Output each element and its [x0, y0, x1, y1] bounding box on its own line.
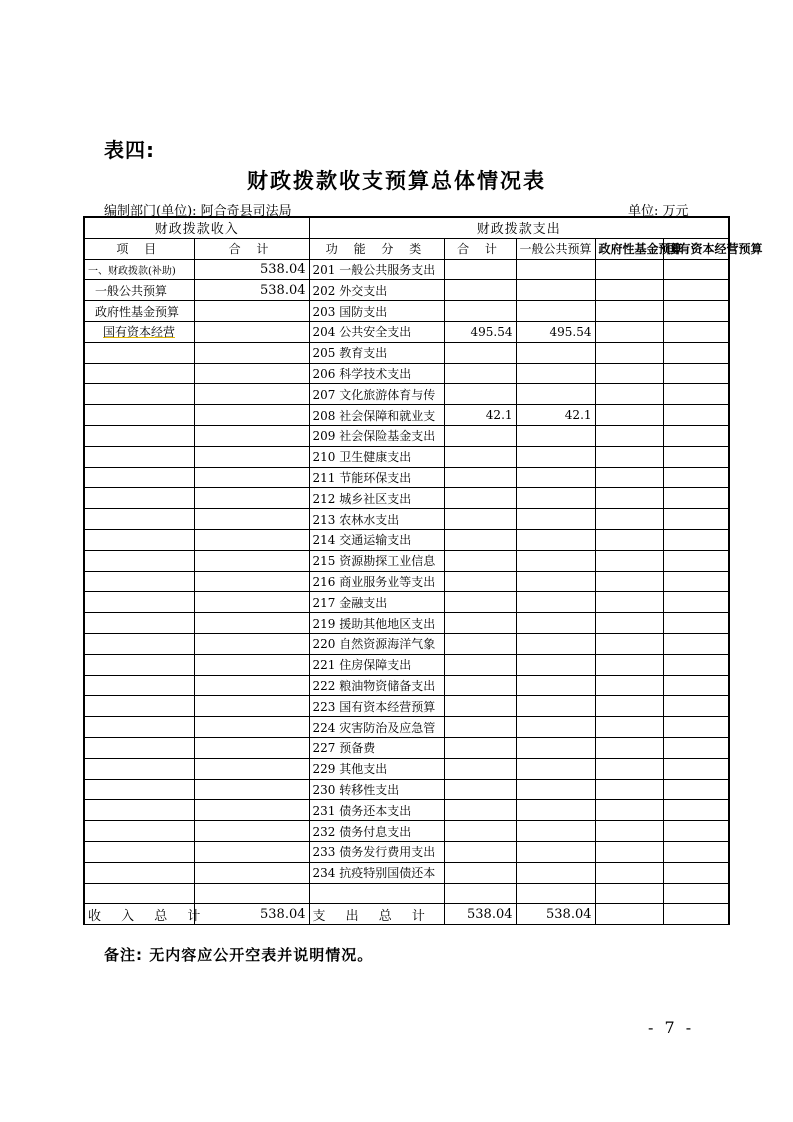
gov-fund-cell: [595, 550, 663, 571]
gov-fund-cell: [595, 301, 663, 322]
expense-total-cell: [444, 675, 516, 696]
state-capital-cell: [663, 405, 729, 426]
state-capital-cell: [663, 862, 729, 883]
expense-section-header: 财政拨款支出: [309, 217, 729, 238]
expense-total-cell: [444, 717, 516, 738]
general-budget-cell: [516, 571, 595, 592]
col-header-general-budget: 一般公共预算: [516, 238, 595, 259]
function-cell: 208 社会保障和就业支: [309, 405, 444, 426]
general-budget-cell: [516, 425, 595, 446]
table-row: [84, 550, 729, 571]
gov-fund-cell: [595, 779, 663, 800]
function-cell: 224 灾害防治及应急管: [309, 717, 444, 738]
income-total-cell: 538.04: [194, 280, 309, 301]
expense-total-cell: 42.1: [444, 405, 516, 426]
general-budget-cell: [516, 509, 595, 530]
general-budget-cell: 42.1: [516, 405, 595, 426]
expense-total-cell: [444, 467, 516, 488]
function-cell: 203 国防支出: [309, 301, 444, 322]
table-row: [84, 467, 729, 488]
state-capital-cell: [663, 737, 729, 758]
section-header-row: [84, 217, 729, 238]
general-budget-cell: [516, 800, 595, 821]
gov-fund-cell: [595, 883, 663, 904]
state-capital-cell: [663, 509, 729, 530]
income-item-cell: [84, 550, 194, 571]
state-capital-cell: [663, 529, 729, 550]
income-total-cell: [194, 488, 309, 509]
income-total-cell: [194, 384, 309, 405]
function-cell: 205 教育支出: [309, 342, 444, 363]
function-cell: 215 资源勘探工业信息: [309, 550, 444, 571]
expense-total-cell: [444, 550, 516, 571]
table-row: [84, 821, 729, 842]
income-total-cell: [194, 342, 309, 363]
col-header-total: 合 计: [194, 238, 309, 259]
table-row: [84, 779, 729, 800]
expense-total-cell: [444, 862, 516, 883]
general-budget-cell: [516, 654, 595, 675]
function-cell: 223 国有资本经营预算: [309, 696, 444, 717]
gov-fund-cell: [595, 509, 663, 530]
income-item-cell: [84, 342, 194, 363]
table-row: [84, 654, 729, 675]
state-capital-cell: [663, 758, 729, 779]
function-cell: 234 抗疫特别国债还本: [309, 862, 444, 883]
gov-fund-cell: [595, 821, 663, 842]
gov-fund-cell: [595, 571, 663, 592]
gov-fund-cell: [595, 363, 663, 384]
gov-fund-cell: [595, 717, 663, 738]
income-item-cell: [84, 633, 194, 654]
table-row: [84, 384, 729, 405]
function-cell: 231 债务还本支出: [309, 800, 444, 821]
income-total-cell: [194, 321, 309, 342]
general-budget-cell: [516, 737, 595, 758]
table-row: [84, 342, 729, 363]
income-item-cell: [84, 467, 194, 488]
note: 备注: 无内容应公开空表并说明情况。: [104, 946, 374, 964]
income-item-cell: [84, 841, 194, 862]
table-row: [84, 758, 729, 779]
gov-fund-cell: [595, 696, 663, 717]
income-section-header: 财政拨款收入: [84, 217, 309, 238]
expense-total-cell: [444, 446, 516, 467]
income-total-cell: [194, 425, 309, 446]
state-capital-cell: [663, 654, 729, 675]
general-budget-cell: [516, 696, 595, 717]
income-total-cell: [194, 633, 309, 654]
gov-fund-cell: [595, 488, 663, 509]
gov-fund-cell: [595, 425, 663, 446]
income-item-cell: [84, 675, 194, 696]
expense-total-cell: [444, 488, 516, 509]
income-total-cell: [194, 613, 309, 634]
function-cell: 211 节能环保支出: [309, 467, 444, 488]
state-capital-cell: [663, 633, 729, 654]
general-budget-cell: [516, 758, 595, 779]
function-cell: 232 债务付息支出: [309, 821, 444, 842]
table-row: [84, 280, 729, 301]
income-total-cell: [194, 529, 309, 550]
income-item-cell: [84, 696, 194, 717]
function-cell: 212 城乡社区支出: [309, 488, 444, 509]
income-total-cell: [194, 301, 309, 322]
income-item-cell: [84, 529, 194, 550]
state-capital-cell: [663, 321, 729, 342]
col-header-exp-total: 合 计: [444, 238, 516, 259]
income-item-cell: 一、财政拨款(补助): [84, 259, 194, 280]
income-total-cell: [194, 717, 309, 738]
table-row: [84, 363, 729, 384]
page-number: - 7 -: [648, 1018, 695, 1037]
state-capital-cell: [663, 571, 729, 592]
expense-total-cell: [444, 613, 516, 634]
col-header-item: 项 目: [84, 238, 194, 259]
income-total-cell: [194, 592, 309, 613]
gov-fund-cell: [595, 841, 663, 862]
income-item-cell: [84, 613, 194, 634]
gov-fund-cell: [595, 654, 663, 675]
income-total-cell: [194, 779, 309, 800]
table-row: [84, 696, 729, 717]
income-total-cell: [194, 467, 309, 488]
function-cell: 204 公共安全支出: [309, 321, 444, 342]
gov-fund-cell: [595, 862, 663, 883]
state-capital-cell: [663, 550, 729, 571]
state-capital-cell: [663, 592, 729, 613]
table-row: [84, 613, 729, 634]
expense-total-cell: [444, 363, 516, 384]
expense-total-cell: [444, 800, 516, 821]
expense-total-cell: [444, 571, 516, 592]
table-row: [84, 862, 729, 883]
table-row: [84, 883, 729, 904]
expense-total-cell: [444, 259, 516, 280]
general-budget-cell: [516, 488, 595, 509]
function-cell: [309, 883, 444, 904]
function-cell: 219 援助其他地区支出: [309, 613, 444, 634]
income-total-cell: [194, 654, 309, 675]
general-budget-cell: [516, 342, 595, 363]
state-capital-cell: [663, 467, 729, 488]
state-capital-cell: [663, 446, 729, 467]
capital-total-value: [663, 904, 729, 925]
general-total-value: 538.04: [516, 904, 595, 925]
general-budget-cell: [516, 883, 595, 904]
expense-total-cell: [444, 758, 516, 779]
income-item-cell: 一般公共预算: [84, 280, 194, 301]
state-capital-cell: [663, 675, 729, 696]
state-capital-cell: [663, 280, 729, 301]
state-capital-cell: [663, 301, 729, 322]
general-budget-cell: [516, 384, 595, 405]
document-title: 财政拨款收支预算总体情况表: [247, 169, 546, 193]
table-row: [84, 259, 729, 280]
table-row: [84, 800, 729, 821]
state-capital-cell: [663, 800, 729, 821]
income-item-cell: [84, 779, 194, 800]
gov-fund-cell: [595, 405, 663, 426]
income-total-cell: [194, 758, 309, 779]
gov-fund-cell: [595, 321, 663, 342]
expense-total-cell: 495.54: [444, 321, 516, 342]
income-item-cell: [84, 384, 194, 405]
general-budget-cell: [516, 529, 595, 550]
state-capital-cell: [663, 425, 729, 446]
function-cell: 213 农林水支出: [309, 509, 444, 530]
col-header-gov-fund: 政府性基金预算: [595, 238, 663, 259]
state-capital-cell: [663, 259, 729, 280]
gov-fund-cell: [595, 467, 663, 488]
table-row: [84, 425, 729, 446]
income-item-cell: [84, 405, 194, 426]
state-capital-cell: [663, 841, 729, 862]
general-budget-cell: 495.54: [516, 321, 595, 342]
expense-total-cell: [444, 821, 516, 842]
gov-fund-cell: [595, 613, 663, 634]
state-capital-cell: [663, 384, 729, 405]
expense-total-cell: [444, 529, 516, 550]
expense-total-label: 支 出 总 计: [309, 904, 444, 925]
income-total-label: 收 入 总 计: [84, 904, 194, 925]
income-total-cell: [194, 696, 309, 717]
income-item-cell: [84, 883, 194, 904]
column-header-row: [84, 238, 729, 259]
table-row: [84, 488, 729, 509]
general-budget-cell: [516, 550, 595, 571]
state-capital-cell: [663, 779, 729, 800]
state-capital-cell: [663, 696, 729, 717]
table-row: [84, 737, 729, 758]
general-budget-cell: [516, 259, 595, 280]
income-total-cell: [194, 821, 309, 842]
expense-total-cell: [444, 425, 516, 446]
general-budget-cell: [516, 592, 595, 613]
table-row: [84, 717, 729, 738]
state-capital-cell: [663, 717, 729, 738]
gov-fund-cell: [595, 633, 663, 654]
income-item-cell: [84, 488, 194, 509]
function-cell: 222 粮油物资储备支出: [309, 675, 444, 696]
table-row: [84, 633, 729, 654]
department-label: 编制部门(单位): 阿合奇县司法局: [104, 204, 292, 219]
general-budget-cell: [516, 633, 595, 654]
expense-total-cell: [444, 654, 516, 675]
function-cell: 209 社会保险基金支出: [309, 425, 444, 446]
income-total-cell: [194, 509, 309, 530]
expense-total-cell: [444, 737, 516, 758]
gov-fund-cell: [595, 280, 663, 301]
income-item-cell: [84, 821, 194, 842]
state-capital-cell: [663, 488, 729, 509]
general-budget-cell: [516, 862, 595, 883]
state-capital-cell: [663, 613, 729, 634]
state-capital-cell: [663, 883, 729, 904]
income-item-cell: [84, 363, 194, 384]
income-item-cell: [84, 571, 194, 592]
gov-fund-cell: [595, 737, 663, 758]
income-total-cell: [194, 675, 309, 696]
gov-fund-cell: [595, 342, 663, 363]
function-cell: 217 金融支出: [309, 592, 444, 613]
income-item-cell: 国有资本经营: [84, 321, 194, 342]
general-budget-cell: [516, 467, 595, 488]
state-capital-cell: [663, 363, 729, 384]
function-cell: 207 文化旅游体育与传: [309, 384, 444, 405]
col-header-function: 功 能 分 类: [309, 238, 444, 259]
general-budget-cell: [516, 841, 595, 862]
expense-total-cell: [444, 509, 516, 530]
state-capital-cell: [663, 342, 729, 363]
income-item-cell: [84, 862, 194, 883]
gov-fund-cell: [595, 259, 663, 280]
expense-total-cell: [444, 779, 516, 800]
general-budget-cell: [516, 446, 595, 467]
function-cell: 216 商业服务业等支出: [309, 571, 444, 592]
expense-total-cell: [444, 384, 516, 405]
income-item-cell: [84, 654, 194, 675]
expense-total-cell: [444, 280, 516, 301]
gov-fund-cell: [595, 758, 663, 779]
function-cell: 229 其他支出: [309, 758, 444, 779]
expense-total-cell: [444, 883, 516, 904]
gov-fund-cell: [595, 384, 663, 405]
function-cell: 202 外交支出: [309, 280, 444, 301]
table-row: [84, 571, 729, 592]
general-budget-cell: [516, 301, 595, 322]
income-item-cell: 政府性基金预算: [84, 301, 194, 322]
general-budget-cell: [516, 779, 595, 800]
income-total-value: 538.04: [194, 904, 309, 925]
expense-total-cell: [444, 633, 516, 654]
table-row: [84, 446, 729, 467]
income-total-cell: [194, 571, 309, 592]
function-cell: 201 一般公共服务支出: [309, 259, 444, 280]
table-row: [84, 405, 729, 426]
col-header-state-capital: 国有资本经营预算: [663, 238, 729, 259]
income-item-cell: [84, 509, 194, 530]
gov-fund-cell: [595, 675, 663, 696]
table-row: [84, 301, 729, 322]
table-row: [84, 841, 729, 862]
income-item-cell: [84, 425, 194, 446]
function-cell: 233 债务发行费用支出: [309, 841, 444, 862]
function-cell: 221 住房保障支出: [309, 654, 444, 675]
table-label: 表四:: [104, 138, 155, 162]
income-total-cell: [194, 405, 309, 426]
function-cell: 230 转移性支出: [309, 779, 444, 800]
income-total-cell: [194, 862, 309, 883]
income-total-cell: [194, 883, 309, 904]
expense-total-value: 538.04: [444, 904, 516, 925]
income-total-cell: [194, 550, 309, 571]
income-total-cell: 538.04: [194, 259, 309, 280]
general-budget-cell: [516, 675, 595, 696]
expense-total-cell: [444, 342, 516, 363]
budget-table: [83, 216, 763, 925]
totals-row: [84, 904, 729, 925]
table-row: [84, 321, 729, 342]
table-row: [84, 529, 729, 550]
function-cell: 227 预备费: [309, 737, 444, 758]
function-cell: 206 科学技术支出: [309, 363, 444, 384]
function-cell: 220 自然资源海洋气象: [309, 633, 444, 654]
expense-total-cell: [444, 841, 516, 862]
table-row: [84, 592, 729, 613]
income-total-cell: [194, 800, 309, 821]
gov-fund-cell: [595, 800, 663, 821]
income-item-cell: [84, 717, 194, 738]
income-item-cell: [84, 592, 194, 613]
state-capital-cell: [663, 821, 729, 842]
gov-fund-cell: [595, 446, 663, 467]
general-budget-cell: [516, 363, 595, 384]
general-budget-cell: [516, 717, 595, 738]
income-total-cell: [194, 737, 309, 758]
income-total-cell: [194, 363, 309, 384]
function-cell: 210 卫生健康支出: [309, 446, 444, 467]
general-budget-cell: [516, 821, 595, 842]
expense-total-cell: [444, 301, 516, 322]
table-row: [84, 675, 729, 696]
fund-total-value: [595, 904, 663, 925]
income-item-cell: [84, 800, 194, 821]
general-budget-cell: [516, 280, 595, 301]
income-total-cell: [194, 446, 309, 467]
unit-label: 单位: 万元: [628, 204, 689, 219]
gov-fund-cell: [595, 592, 663, 613]
gov-fund-cell: [595, 529, 663, 550]
expense-total-cell: [444, 592, 516, 613]
income-item-cell: [84, 737, 194, 758]
income-item-cell: [84, 446, 194, 467]
expense-total-cell: [444, 696, 516, 717]
function-cell: 214 交通运输支出: [309, 529, 444, 550]
general-budget-cell: [516, 613, 595, 634]
income-total-cell: [194, 841, 309, 862]
table-row: [84, 509, 729, 530]
income-item-cell: [84, 758, 194, 779]
